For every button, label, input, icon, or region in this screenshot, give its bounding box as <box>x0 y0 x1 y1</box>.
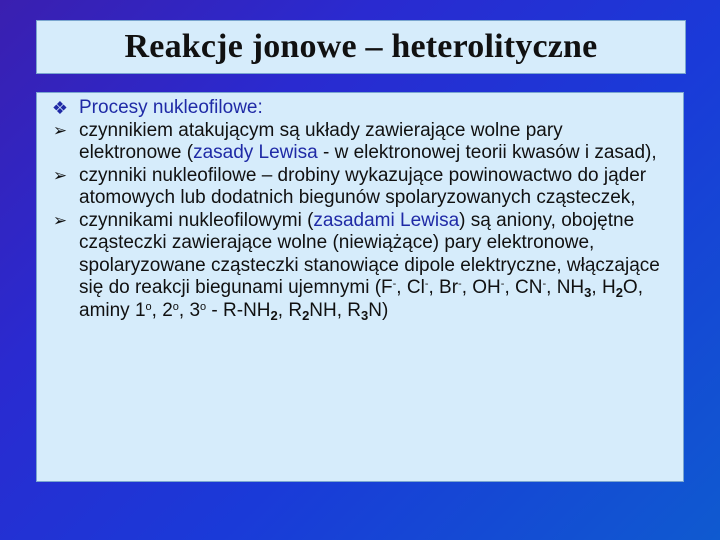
arrow-bullet-icon: ➢ <box>52 210 68 230</box>
section-heading-row <box>47 97 665 120</box>
section-heading: Procesy nukleofilowe: <box>79 97 263 118</box>
title-box <box>36 20 686 74</box>
item-text: - w elektronowej teorii kwasów i zasad), <box>317 142 657 163</box>
item-text: czynnikiem atakującym są układy zawierające wolne pary elektronowe ( <box>79 119 563 163</box>
arrow-bullet-icon: ➢ <box>52 120 68 140</box>
formula-list: F-, Cl-, Br-, OH-, CN-, $NH_3$, $H_2O$, aminy 1$^o$, 2$^o$, $3^o - R-NH_2$, $R_2NH$, $R_3N$) <box>79 277 643 323</box>
list-item <box>47 165 665 210</box>
highlight-text: zasady Lewisa <box>193 142 318 163</box>
list-item <box>47 120 665 165</box>
list-item <box>47 210 665 323</box>
content-box <box>36 92 684 482</box>
slide-title: Reakcje jonowe – heterolityczne <box>124 28 598 65</box>
item-text: ) są aniony, obojętne cząsteczki zawierające wolne (niewiążące) pary elektronowe, spolaryzowane cząsteczki stanowiące dipole elektryczne, włączające się do reakcji biegunami ujemnymi ( <box>79 209 660 298</box>
item-text: czynnikami nukleofilowymi ( <box>79 209 314 231</box>
arrow-bullet-icon: ➢ <box>52 165 68 185</box>
item-text: czynniki nukleofilowe – drobiny wykazujące powinowactwo do jąder atomowych lub dodatnich biegunów spolaryzowanych cząsteczek, <box>79 164 647 208</box>
diamond-bullet-icon: ❖ <box>51 98 69 118</box>
highlight-text: zasadami Lewisa <box>313 209 460 231</box>
